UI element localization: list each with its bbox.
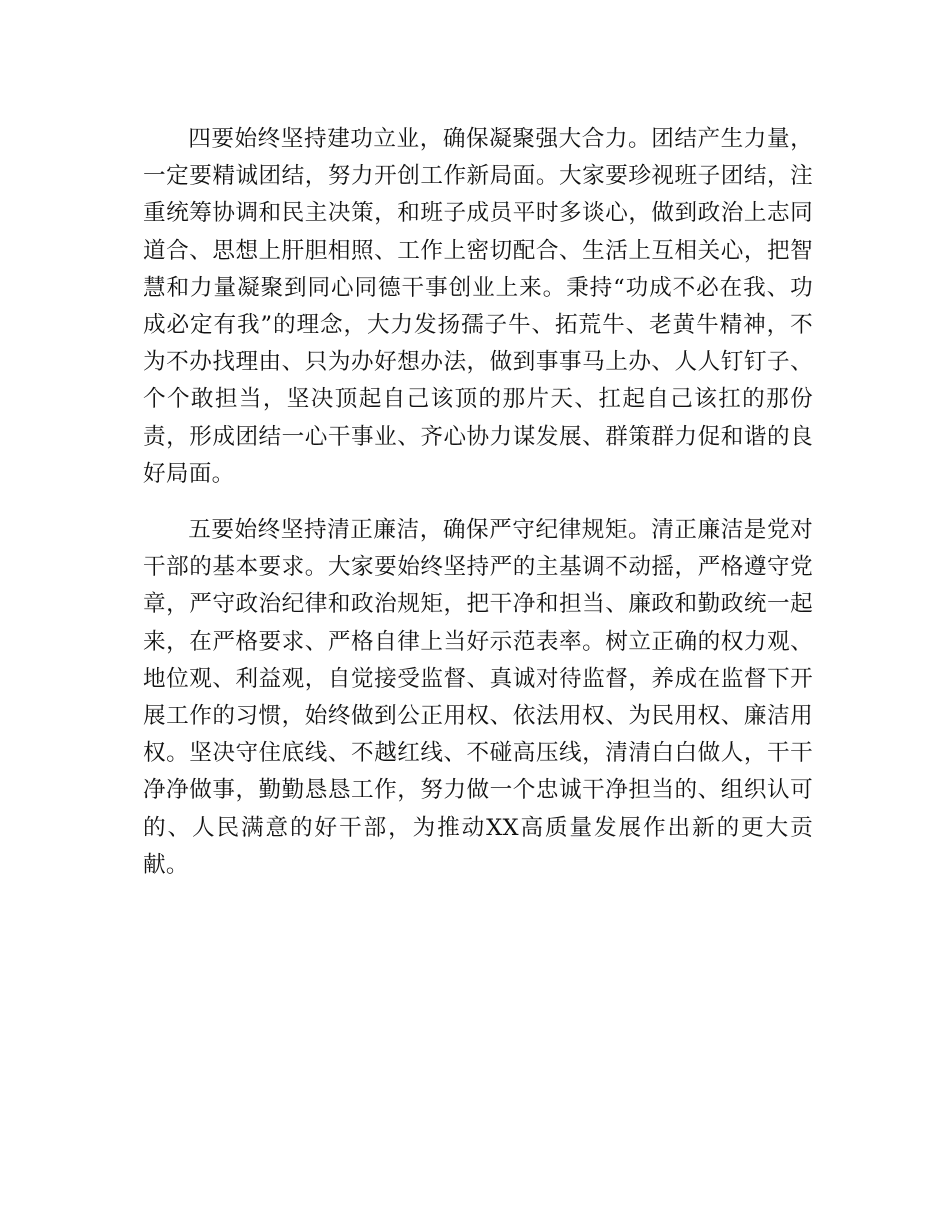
paragraph-five: 五要始终坚持清正廉洁，确保严守纪律规矩。清正廉洁是党对干部的基本要求。大家要始终坚持严的主基调不动摇，严格遵守党章，严守政治纪律和政治规矩，把干净和担当、廉政和勤政统一起来，在严格要求、严格自律上当好示范表率。树立正确的权力观、地位观、利益观，自觉接受监督、真诚对待监督，养成在监督下开展工作的习惯，始终做到公正用权、依法用权、为民用权、廉洁用权。坚决守住底线、不越红线、不碰高压线，清清白白做人，干干净净做事，勤勤恳恳工作，努力做一个忠诚干净担当的、组织认可的、人民满意的好干部，为推动XX高质量发展作出新的更大贡献。 — [143, 517, 813, 878]
document-body — [143, 121, 813, 884]
paragraph-four: 四要始终坚持建功立业，确保凝聚强大合力。团结产生力量，一定要精诚团结，努力开创工作新局面。大家要珍视班子团结，注重统筹协调和民主决策，和班子成员平时多谈心，做到政治上志同道合、思想上肝胆相照、工作上密切配合、生活上互相关心，把智慧和力量凝聚到同心同德干事创业上来。秉持“功成不必在我、功成必定有我”的理念，大力发扬孺子牛、拓荒牛、老黄牛精神，不为不办找理由、只为办好想办法，做到事事马上办、人人钉钉子、个个敢担当，坚决顶起自己该顶的那片天、扛起自己该扛的那份责，形成团结一心干事业、齐心协力谋发展、群策群力促和谐的良好局面。 — [143, 126, 813, 487]
